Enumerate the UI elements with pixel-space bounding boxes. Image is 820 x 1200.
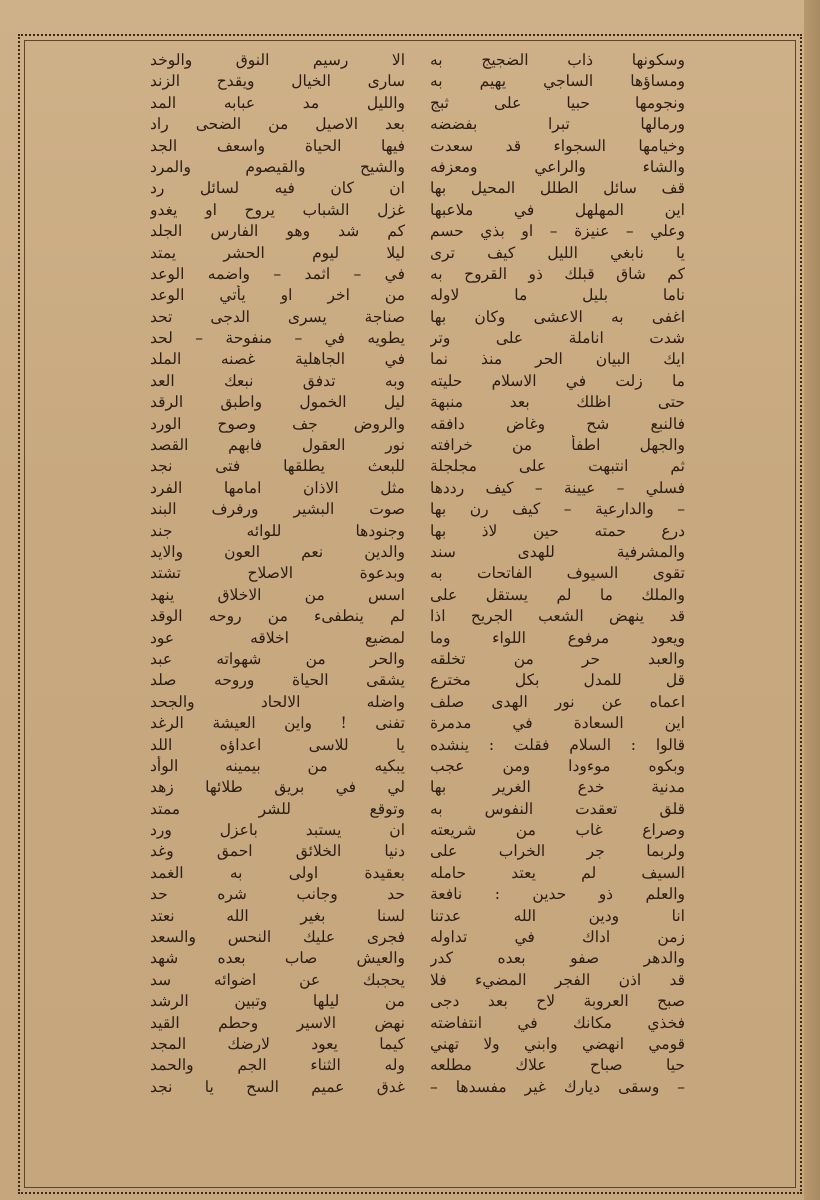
right-verse-line: فالنبع شح وغاض دافقه <box>430 414 685 433</box>
left-verse-line: وجنودها للوائه جند <box>150 521 405 540</box>
left-verse-line: لسنا بغير الله نعتد <box>150 906 405 925</box>
left-verse-line: سارى الخيال ويقدح الزند <box>150 72 405 91</box>
right-verse-line: والدهر صفو بعده كدر <box>430 949 685 968</box>
right-verse-line: والمشرفية للهدى سند <box>430 542 685 561</box>
left-verse-line: في – اثمد – واضمه الوعد <box>150 264 405 283</box>
right-verse-line: يا نابغي الليل كيف ترى <box>430 243 685 262</box>
right-verse-line: قومي انهضي وابني ولا تهني <box>430 1034 685 1053</box>
left-verse-line: غدق عميم السح يا نجد <box>150 1077 405 1096</box>
right-verse-line: قلق تعقدت النفوس به <box>430 799 685 818</box>
left-verse-line: يطويه في – منفوحة – لحد <box>150 329 405 348</box>
left-verse-line: كم شد وهو الفارس الجلد <box>150 222 405 241</box>
left-verse-line: وبه تدفق نبعك العد <box>150 371 405 390</box>
left-verse-line: نور العقول فابهم القصد <box>150 436 405 455</box>
left-verse-line: ليل الخمول واطبق الرقد <box>150 393 405 412</box>
right-verse-line: اعماه عن نور الهدى صلف <box>430 692 685 711</box>
right-verse-line: قد اذن الفجر المضيء فلا <box>430 970 685 989</box>
right-verse-line: وصراع غاب من شريعته <box>430 821 685 840</box>
left-verse-line: لي في بريق طلائها زهد <box>150 778 405 797</box>
left-verse-line: ان يستبد باعزل ورد <box>150 821 405 840</box>
right-verse-line: والملك ما لم يستقل على <box>430 585 685 604</box>
left-verse-line: فجرى عليك النحس والسعد <box>150 928 405 947</box>
left-verse-line: ان كان فيه لسائل رد <box>150 179 405 198</box>
right-verse-line: السيف لم يعتد حامله <box>430 863 685 882</box>
right-verse-line: اغفى به الاعشى وكان بها <box>430 307 685 326</box>
left-verse-line: والليل مد عبابه المد <box>150 93 405 112</box>
left-verse-line: يا للاسى اعداؤه اللد <box>150 735 405 754</box>
left-verse-line: والدين نعم العون والايد <box>150 542 405 561</box>
right-verse-line: كم شاق قبلك ذو القروح به <box>430 264 685 283</box>
left-verse-line: لمضيع اخلاقه عود <box>150 628 405 647</box>
right-verse-line: ايك البيان الحر منذ نما <box>430 350 685 369</box>
left-verse-line: اسس من الاخلاق ينهد <box>150 585 405 604</box>
right-verse-line: ثم انتبهت على مجلجلة <box>430 457 685 476</box>
left-verse-line: والشيح والقيصوم والمرد <box>150 157 405 176</box>
right-verse-line: ما زلت في الاسلام حليته <box>430 371 685 390</box>
right-verse-line: صبح العروبة لاح بعد دجى <box>430 992 685 1011</box>
right-verse-line: اين السعادة في مدمرة <box>430 714 685 733</box>
left-verse-line: في الجاهلية غصنه الملد <box>150 350 405 369</box>
left-verse-line: غزل الشباب يروح او يغدو <box>150 200 405 219</box>
left-verse-line: والعيش صاب بعده شهد <box>150 949 405 968</box>
left-verse-column <box>150 50 405 1098</box>
right-verse-line: قل للمدل بكل مخترع <box>430 671 685 690</box>
right-verse-line: ومساؤها الساجي يهيم به <box>430 72 685 91</box>
left-verse-line: كيما يعود لارضك المجد <box>150 1034 405 1053</box>
right-verse-line: والشاء والراعي ومعزفه <box>430 157 685 176</box>
left-verse-line: والروض جف وصوح الورد <box>150 414 405 433</box>
right-verse-line: ونجومها حبيا على ثبج <box>430 93 685 112</box>
right-verse-line: وعلي – عنيزة – او بذي حسم <box>430 222 685 241</box>
right-verse-line: فخذي مكانك في انتفاضته <box>430 1013 685 1032</box>
left-verse-line: حد وجانب شره حد <box>150 885 405 904</box>
left-verse-line: يبكيه من بيمينه الوأد <box>150 756 405 775</box>
right-verse-line: ولربما جر الخراب على <box>430 842 685 861</box>
left-verse-line: للبعث يطلقها فتى نجد <box>150 457 405 476</box>
left-verse-line: يشقى الحياة وروحه صلد <box>150 671 405 690</box>
right-verse-line: قد ينهض الشعب الجريح اذا <box>430 607 685 626</box>
right-verse-line: شدت اناملة على وتر <box>430 329 685 348</box>
right-verse-line: زمن اداك في تداوله <box>430 928 685 947</box>
left-verse-line: لم ينطفىء من روحه الوقد <box>150 607 405 626</box>
binding-edge <box>804 0 820 1200</box>
right-verse-line: وسكونها ذاب الضجيج به <box>430 51 685 69</box>
right-verse-line: فسلي – عيينة – كيف رددها <box>430 478 685 497</box>
left-verse-line: مثل الاذان امامها الفرد <box>150 478 405 497</box>
right-verse-line: مدنية خدع الغرير بها <box>430 778 685 797</box>
right-verse-line: درع حمته حين لاذ بها <box>430 521 685 540</box>
right-verse-line: وخيامها السجواء قد سعدت <box>430 136 685 155</box>
left-verse-line: يحجبك عن اضوائه سد <box>150 970 405 989</box>
right-verse-line: تقوى السيوف الفاتحات به <box>430 564 685 583</box>
left-verse-line: صناجة يسرى الدجى تحد <box>150 307 405 326</box>
right-verse-line: وبكوه موءودا ومن عجب <box>430 756 685 775</box>
left-verse-line: بعقيدة اولى به الغمد <box>150 863 405 882</box>
left-verse-line: تفنى ! واين العيشة الرغد <box>150 714 405 733</box>
right-verse-line: والجهل اطفأ من خرافته <box>430 436 685 455</box>
left-verse-line: من ليلها وتبين الرشد <box>150 992 405 1011</box>
right-verse-line: والعلم ذو حدين : نافعة <box>430 885 685 904</box>
right-verse-line: – والدارعية – كيف رن بها <box>430 500 685 519</box>
right-verse-line: ناما بليل ما لاوله <box>430 286 685 305</box>
left-verse-line: وتوقع للشر ممتد <box>150 799 405 818</box>
left-verse-line: والحر من شهواته عبد <box>150 649 405 668</box>
right-verse-line: ورمالها تبرا بفضضه <box>430 115 685 134</box>
left-verse-line: دنيا الخلائق احمق وغد <box>150 842 405 861</box>
right-verse-column <box>430 50 685 1098</box>
left-verse-line: صوت البشير ورفرف البند <box>150 500 405 519</box>
left-verse-line: من اخر او يأتي الوعد <box>150 286 405 305</box>
right-verse-line: ويعود مرفوع اللواء وما <box>430 628 685 647</box>
left-verse-line: وله الثناء الجم والحمد <box>150 1056 405 1075</box>
right-verse-line: انا ودين الله عدتنا <box>430 906 685 925</box>
right-verse-line: – وسقى ديارك غير مفسدها – <box>430 1077 685 1096</box>
column-gutter <box>418 52 419 1182</box>
right-verse-line: قف سائل الطلل المحيل بها <box>430 179 685 198</box>
left-verse-line: نهض الاسير وحطم القيد <box>150 1013 405 1032</box>
left-verse-line: الا رسيم النوق والوخد <box>150 51 405 69</box>
right-verse-line: قالوا : السلام فقلت : ينشده <box>430 735 685 754</box>
left-verse-line: بعد الاصيل من الضحى راد <box>150 115 405 134</box>
right-verse-line: حتى اظلك بعد منبهة <box>430 393 685 412</box>
right-verse-line: حيا صباح علاك مطلعه <box>430 1056 685 1075</box>
right-verse-line: والعبد حر من تخلقه <box>430 649 685 668</box>
left-verse-line: واضله الالحاد والجحد <box>150 692 405 711</box>
left-verse-line: وبدعوة الاصلاح تشتد <box>150 564 405 583</box>
right-verse-line: اين المهلهل في ملاعبها <box>430 200 685 219</box>
left-verse-line: ليلا ليوم الحشر يمتد <box>150 243 405 262</box>
left-verse-line: فيها الحياة واسعف الجد <box>150 136 405 155</box>
